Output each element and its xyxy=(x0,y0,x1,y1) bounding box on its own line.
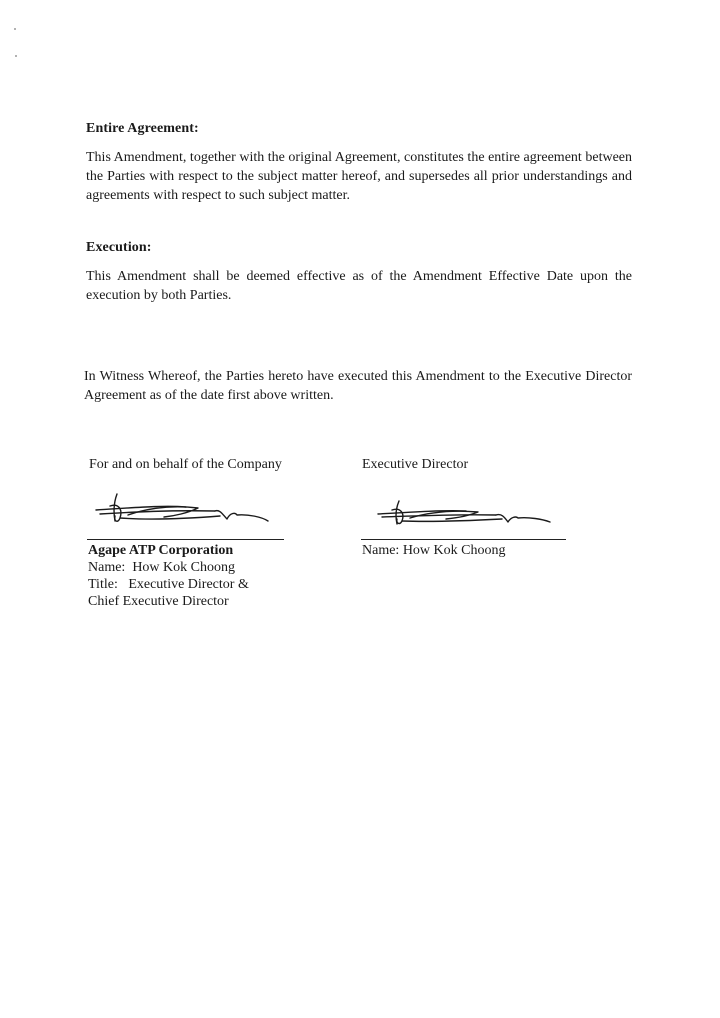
company-signatory-title: Title: Executive Director & xyxy=(88,577,249,592)
execution-heading: Execution: xyxy=(86,240,152,255)
company-signatory-label: For and on behalf of the Company xyxy=(89,457,282,472)
witness-paragraph: In Witness Whereof, the Parties hereto have executed this Amendment to the Executive Director Agreement as of the date first above written. xyxy=(84,369,632,403)
entire-agreement-paragraph: This Amendment, together with the original Agreement, constitutes the entire agreement between the Parties with respect to the subject matter hereof, and supersedes all prior understandings and agreements with respect to such subject matter. xyxy=(86,150,632,203)
company-signatory-name: Name: How Kok Choong xyxy=(88,560,235,575)
company-signature-line xyxy=(87,539,284,540)
company-entity-name: Agape ATP Corporation xyxy=(88,543,234,558)
director-signature xyxy=(374,496,564,536)
execution-paragraph: This Amendment shall be deemed effective as of the Amendment Effective Date upon the execution by both Parties. xyxy=(86,269,632,303)
director-signature-line xyxy=(361,539,566,540)
company-signatory-title-continued: Chief Executive Director xyxy=(88,594,229,609)
entire-agreement-heading: Entire Agreement: xyxy=(86,121,199,136)
director-signatory-label: Executive Director xyxy=(362,457,469,472)
company-signature xyxy=(90,488,280,538)
scan-speck xyxy=(15,55,17,57)
director-signatory-name: Name: How Kok Choong xyxy=(362,543,506,558)
director-signature-details xyxy=(362,542,506,559)
company-signature-details xyxy=(88,542,249,610)
scan-speck xyxy=(14,28,16,30)
